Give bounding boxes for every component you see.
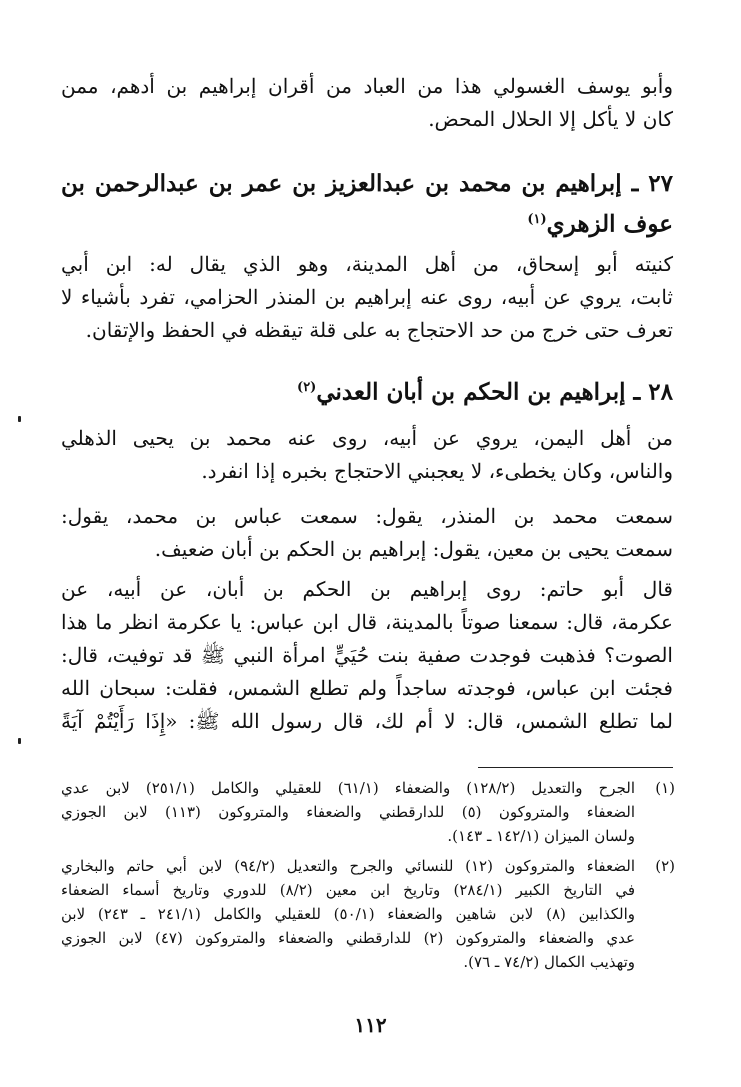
footnote-ref: (١) xyxy=(527,212,547,227)
footnote-line: الجرح والتعديل (١٢٨/٢) والضعفاء (٦١/١) للعقيلي والكامل (٢٥١/١) لابن عدي xyxy=(61,779,635,797)
text-line: سمعت محمد بن المنذر، يقول: سمعت عباس بن محمد، يقول: xyxy=(61,504,673,528)
footnote-line: ولسان الميزان (١٤٢/١ ـ ١٤٣). xyxy=(447,827,635,845)
footnote-line: الضعفاء والمتروكون (٥) للدارقطني والضعفاء والمتروكون (١١٣) لابن الجوزي xyxy=(61,803,635,821)
footnote-line: الضعفاء والمتروكون (١٢) للنسائي والجرح والتعديل (٩٤/٢) لابن أبي حاتم والبخاري xyxy=(61,857,635,875)
text-line: عكرمة، قال: سمعنا صوتاً بالمدينة، قال ابن عباس: يا عكرمة انظر ما هذا xyxy=(61,610,673,634)
heading-line-text: ٢٨ ـ إبراهيم بن الحكم بن أبان العدني xyxy=(316,378,673,406)
text-line: لما تطلع الشمس، قال: لا أم لك، قال رسول الله ﷺ: «إِذَا رَأَيْتُمْ آيَةً xyxy=(61,709,673,733)
footnote-number: (١) xyxy=(655,779,675,797)
text-line: كنيته أبو إسحاق، من أهل المدينة، وهو الذي يقال له: ابن أبي xyxy=(61,252,673,276)
text-line: من أهل اليمن، يروي عن أبيه، روى عنه محمد بن يحيى الذهلي xyxy=(61,426,673,450)
heading-line xyxy=(61,370,673,411)
page-number: ١١٢ xyxy=(354,1013,387,1037)
footnote-text xyxy=(61,776,635,848)
text-line: سمعت يحيى بن معين، يقول: إبراهيم بن الحكم بن أبان ضعيف. xyxy=(154,537,673,561)
footnote xyxy=(61,854,675,974)
footnote-line: عدي والضعفاء والمتروكون (٢) للدارقطني والضعفاء والمتروكون (٤٧) لابن الجوزي xyxy=(61,929,635,947)
heading-line xyxy=(61,202,673,243)
text-line: قال أبو حاتم: روى إبراهيم بن الحكم بن أبان، عن أبيه، عن xyxy=(61,577,673,601)
footnotes xyxy=(61,776,675,980)
footnote xyxy=(61,776,675,848)
footnote-ref: (٢) xyxy=(297,380,317,395)
text-line: وأبو يوسف الغسولي هذا من العباد من أقران إبراهيم بن أدهم، ممن xyxy=(61,74,673,98)
footnote-line: وتهذيب الكمال (٧٤/٢ ـ ٧٦). xyxy=(463,953,635,971)
entry-28-paragraph-3 xyxy=(61,573,673,738)
entry-28-paragraph-1 xyxy=(61,422,673,488)
text-line: كان لا يأكل إلا الحلال المحض. xyxy=(428,107,673,131)
text-line: ثابت، يروي عن أبيه، روى عنه إبراهيم بن المنذر الحزامي، تفرد بأشياء لا xyxy=(61,285,673,309)
footnote-separator xyxy=(478,767,673,768)
margin-mark xyxy=(18,416,21,422)
margin-mark xyxy=(18,738,21,744)
entry-28-heading xyxy=(61,370,673,411)
entry-27-body xyxy=(61,248,673,347)
heading-line-text: عوف الزهري xyxy=(546,210,673,238)
text-line: الصوت؟ فذهبت فوجدت صفية بنت حُيَيٍّ امرأة النبي ﷺ قد توفيت، قال: xyxy=(61,643,673,667)
footnote-line: والكذابين (٨) لابن شاهين والضعفاء (٥٠/١) للعقيلي والكامل (٢٤١/١ ـ ٢٤٣) لابن xyxy=(61,905,636,923)
footnote-number: (٢) xyxy=(655,857,675,875)
text-line: تعرف حتى خرج من حد الاحتجاج به على قلة تيقظه في الحفظ والإتقان. xyxy=(85,318,673,342)
text-line: فجئت ابن عباس، فوجدته ساجداً ولم تطلع الشمس، فقلت: سبحان الله xyxy=(61,676,673,700)
text-line: والناس، وكان يخطىء، لا يعجبني الاحتجاج بخبره إذا انفرد. xyxy=(201,459,673,483)
footnote-line: في التاريخ الكبير (٢٨٤/١) وتاريخ ابن معين (٨/٢) للدوري وتاريخ أسماء الضعفاء xyxy=(61,881,636,899)
entry-27-heading xyxy=(61,166,673,243)
entry-28-paragraph-2 xyxy=(61,500,673,566)
intro-paragraph xyxy=(61,70,673,136)
footnote-text xyxy=(61,854,635,974)
heading-line: ٢٧ ـ إبراهيم بن محمد بن عبدالعزيز بن عمر بن عبدالرحمن بن xyxy=(61,170,673,197)
